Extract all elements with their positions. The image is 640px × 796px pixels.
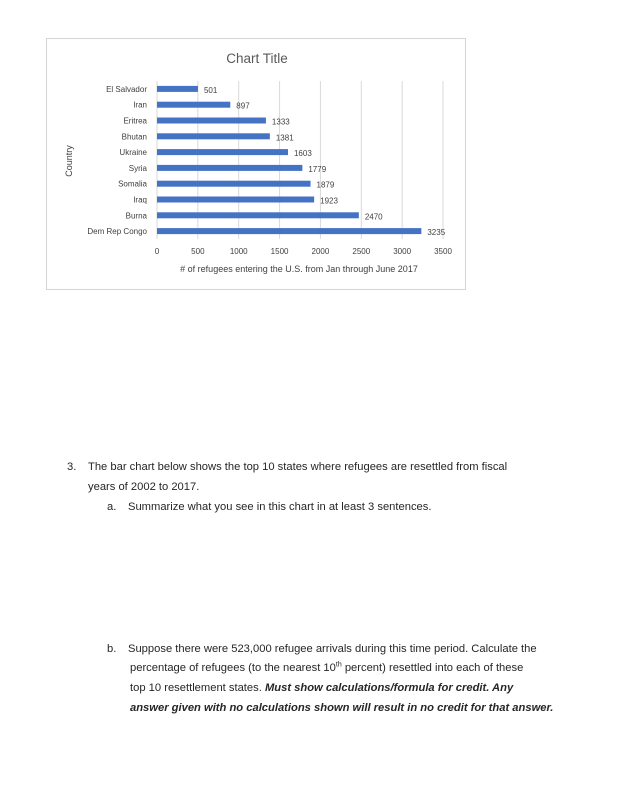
data-label: 1333 xyxy=(271,117,290,127)
bar xyxy=(157,228,421,234)
part-b-line3 xyxy=(130,678,513,698)
category-label: Iraq xyxy=(133,195,147,205)
x-tick-label: 1000 xyxy=(229,247,248,256)
question-3-text-line1: The bar chart below shows the top 10 states where refugees are resettled from fiscal xyxy=(88,461,508,473)
data-label: 2470 xyxy=(364,212,383,222)
category-label: El Salvador xyxy=(106,84,147,94)
part-b-line2 xyxy=(130,658,523,678)
x-tick-label: 1500 xyxy=(270,247,289,256)
chart-svg xyxy=(47,39,467,291)
y-axis-title: Country xyxy=(64,145,74,177)
bar xyxy=(157,133,270,139)
data-label: 501 xyxy=(203,85,218,95)
x-axis-title: # of refugees entering the U.S. from Jan through June 2017 xyxy=(180,264,418,274)
bar xyxy=(157,197,314,203)
category-label: Iran xyxy=(133,100,147,110)
part-b-line1: Suppose there were 523,000 refugee arrivals during this time period. Calculate the xyxy=(128,643,537,655)
part-b-line2-pre: percentage of refugees (to the nearest 10 xyxy=(130,662,336,674)
data-label: 1381 xyxy=(275,133,294,143)
part-b-line4-bold: answer given with no calculations shown will result in no credit for that answer. xyxy=(130,702,554,714)
part-a-label: a. xyxy=(107,501,117,513)
chart-title: Chart Title xyxy=(226,51,288,66)
bar xyxy=(157,212,359,218)
category-label: Bhutan xyxy=(121,132,147,142)
bar xyxy=(157,86,198,92)
part-b-line3-plain: top 10 resettlement states. xyxy=(130,682,265,694)
data-label: 1879 xyxy=(316,180,335,190)
part-a-text: Summarize what you see in this chart in at least 3 sentences. xyxy=(128,501,432,513)
bar xyxy=(157,165,302,171)
question-3-text-line2: years of 2002 to 2017. xyxy=(88,481,200,493)
x-tick-labels xyxy=(155,247,453,256)
bar xyxy=(157,149,288,155)
question-3-number: 3. xyxy=(67,461,77,473)
category-labels xyxy=(87,85,147,236)
bar xyxy=(157,181,311,187)
x-tick-label: 0 xyxy=(154,247,160,256)
category-label: Ukraine xyxy=(119,148,147,158)
category-label: Dem Rep Congo xyxy=(87,227,147,237)
category-label: Eritrea xyxy=(123,116,147,126)
part-b-line2-sup: th xyxy=(335,661,342,669)
x-tick-label: 3000 xyxy=(393,247,412,256)
category-label: Burna xyxy=(125,211,147,221)
x-tick-label: 2500 xyxy=(352,247,371,256)
x-tick-label: 3500 xyxy=(434,247,452,256)
part-b-line2-post: percent) resettled into each of these xyxy=(341,662,524,674)
part-b-label: b. xyxy=(107,643,117,655)
bar-chart xyxy=(46,38,466,290)
x-tick-label: 2000 xyxy=(311,247,330,256)
part-b-line3-bold: Must show calculations/formula for credit. Any xyxy=(264,682,514,694)
x-tick-label: 500 xyxy=(191,247,205,256)
bar xyxy=(157,118,266,124)
data-label: 1923 xyxy=(320,196,338,206)
data-label: 1603 xyxy=(293,149,312,159)
data-label: 897 xyxy=(236,101,250,111)
category-label: Syria xyxy=(128,163,147,173)
data-label: 1779 xyxy=(308,164,327,174)
category-label: Somalia xyxy=(118,179,147,189)
data-label: 3235 xyxy=(427,228,446,238)
bar xyxy=(157,102,230,108)
